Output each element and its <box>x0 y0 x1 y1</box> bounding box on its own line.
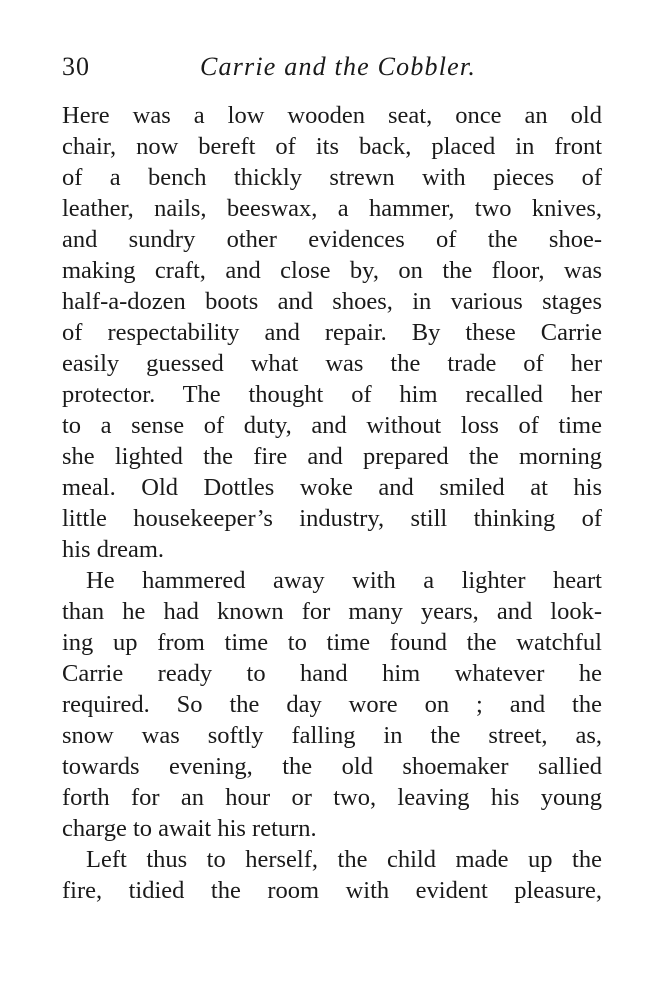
text-line: of respectability and repair. By these Carrie <box>62 319 602 346</box>
text-line: to a sense of duty, and without loss of time <box>62 412 602 439</box>
text-line: fire, tidied the room with evident pleasure, <box>62 877 602 904</box>
text-line: and sundry other evidences of the shoe- <box>62 226 602 253</box>
paragraph <box>62 844 602 906</box>
paragraph <box>62 100 602 565</box>
text-line: easily guessed what was the trade of her <box>62 350 602 377</box>
text-line: making craft, and close by, on the floor, was <box>62 257 602 284</box>
page-number: 30 <box>62 52 90 81</box>
text-line: little housekeeper’s industry, still thinking of <box>62 505 602 532</box>
text-line: charge to await his return. <box>62 815 317 842</box>
text-line: she lighted the fire and prepared the morning <box>62 443 602 470</box>
text-line: chair, now bereft of its back, placed in front <box>62 133 602 160</box>
text-line: protector. The thought of him recalled her <box>62 381 602 408</box>
page-header <box>62 52 602 84</box>
text-line: ing up from time to time found the watchful <box>62 629 602 656</box>
text-line: snow was softly falling in the street, as, <box>62 722 602 749</box>
text-line: Here was a low wooden seat, once an old <box>62 102 602 129</box>
text-line: forth for an hour or two, leaving his young <box>62 784 602 811</box>
text-line: Left thus to herself, the child made up the <box>86 846 602 873</box>
text-line: of a bench thickly strewn with pieces of <box>62 164 602 191</box>
text-line: towards evening, the old shoemaker sallied <box>62 753 602 780</box>
text-line: half-a-dozen boots and shoes, in various stages <box>62 288 602 315</box>
text-line: required. So the day wore on ; and the <box>62 691 602 718</box>
body-text <box>62 100 602 906</box>
running-title: Carrie and the Cobbler. <box>200 52 477 81</box>
text-line: He hammered away with a lighter heart <box>86 567 602 594</box>
paragraph <box>62 565 602 844</box>
text-line: than he had known for many years, and look- <box>62 598 602 625</box>
text-line: leather, nails, beeswax, a hammer, two knives, <box>62 195 602 222</box>
text-line: his dream. <box>62 536 165 563</box>
text-line: meal. Old Dottles woke and smiled at his <box>62 474 602 501</box>
text-line: Carrie ready to hand him whatever he <box>62 660 602 687</box>
